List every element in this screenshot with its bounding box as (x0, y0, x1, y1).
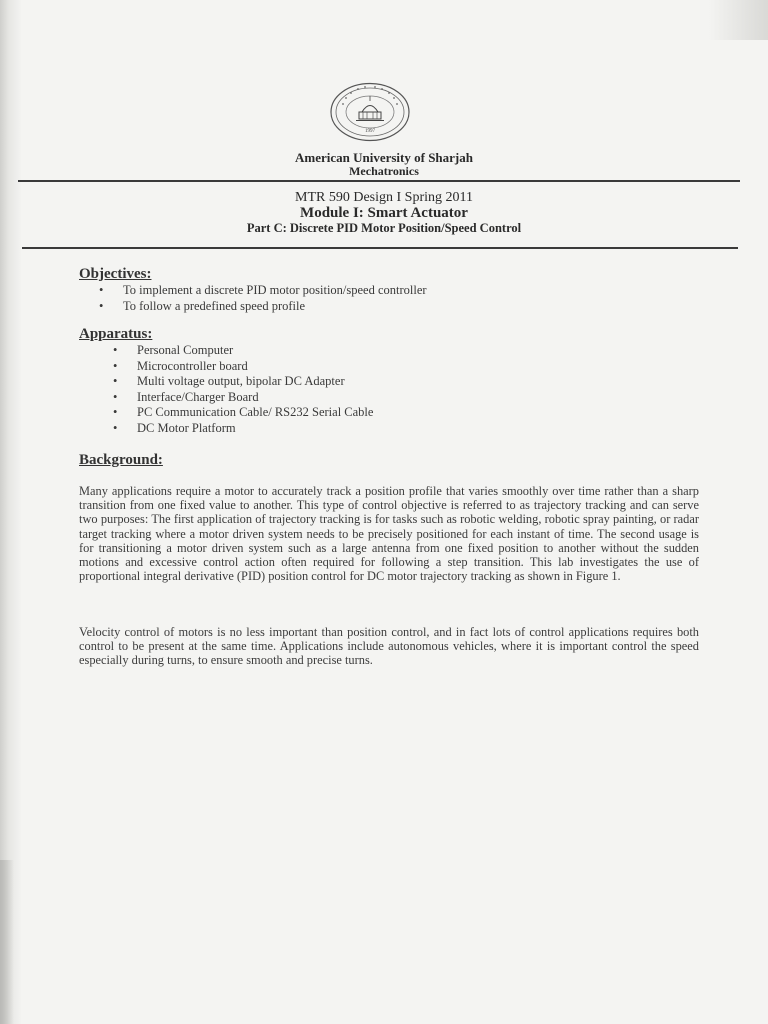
objectives-list (99, 283, 427, 314)
bullet-glyph: • (113, 389, 118, 404)
objective-text: To implement a discrete PID motor position/speed controller (123, 283, 427, 297)
background-heading: Background: (79, 452, 163, 468)
department-name: Mechatronics (349, 164, 419, 178)
apparatus-list (113, 343, 373, 436)
bullet-glyph: • (99, 298, 104, 313)
scan-shadow (0, 860, 14, 1024)
list-item (113, 359, 373, 375)
apparatus-text: Interface/Charger Board (137, 389, 259, 404)
background-paragraph: Velocity control of motors is no less important than position control, and in fact lots of control applications requires both control to be present at the same time. Applications include autonomous vehicles, where it is important control the speed especially during turns, to ensure smooth and precise turns. (79, 625, 699, 668)
title-divider (22, 247, 738, 249)
scan-corner-shadow (708, 0, 768, 40)
list-item (113, 390, 373, 406)
bullet-glyph: • (113, 358, 118, 373)
bullet-glyph: • (113, 420, 118, 435)
list-item (113, 421, 373, 437)
bullet-glyph: • (113, 374, 118, 388)
university-seal-logo (329, 82, 411, 142)
background-paragraph: Many applications require a motor to accurately track a position profile that varies smoothly over time rather than a sharp transition from one fixed value to another. This type of control objective is referred to as trajectory tracking and can serve two purposes: The first application of trajectory tracking is for tasks such as robotic welding, robotic spray painting, or radar target tracking where a motor driven system needs to be precisely positioned for each instant of time. The second usage is for transitioning a motor driven system such as a large antenna from one fixed position to another without the sudden motions and excessive control action often required for following a step transition. This lab investigates the use of proportional integral derivative (PID) position control for DC motor trajectory tracking as shown in Figure 1. (79, 484, 699, 584)
apparatus-text: DC Motor Platform (137, 420, 236, 435)
list-item (99, 283, 427, 299)
svg-text:1997: 1997 (365, 129, 375, 134)
apparatus-heading: Apparatus: (79, 326, 153, 342)
bullet-glyph: • (99, 283, 104, 297)
list-item (113, 374, 373, 390)
bullet-glyph: • (113, 343, 118, 357)
objectives-heading: Objectives: (79, 266, 152, 282)
apparatus-text: PC Communication Cable/ RS232 Serial Cable (137, 405, 374, 419)
apparatus-text: Personal Computer (137, 343, 234, 357)
course-title: MTR 590 Design I Spring 2011 (295, 190, 473, 205)
list-item (113, 405, 373, 421)
bullet-glyph: • (113, 405, 118, 419)
apparatus-text: Microcontroller board (137, 358, 248, 373)
objective-text: To follow a predefined speed profile (123, 298, 306, 313)
part-title: Part C: Discrete PID Motor Position/Speed Control (246, 221, 522, 235)
list-item (113, 343, 373, 359)
module-title: Module I: Smart Actuator (300, 205, 468, 221)
list-item (99, 299, 427, 315)
header-divider (18, 180, 740, 182)
university-name: American University of Sharjah (294, 150, 473, 165)
apparatus-text: Multi voltage output, bipolar DC Adapter (137, 374, 345, 388)
